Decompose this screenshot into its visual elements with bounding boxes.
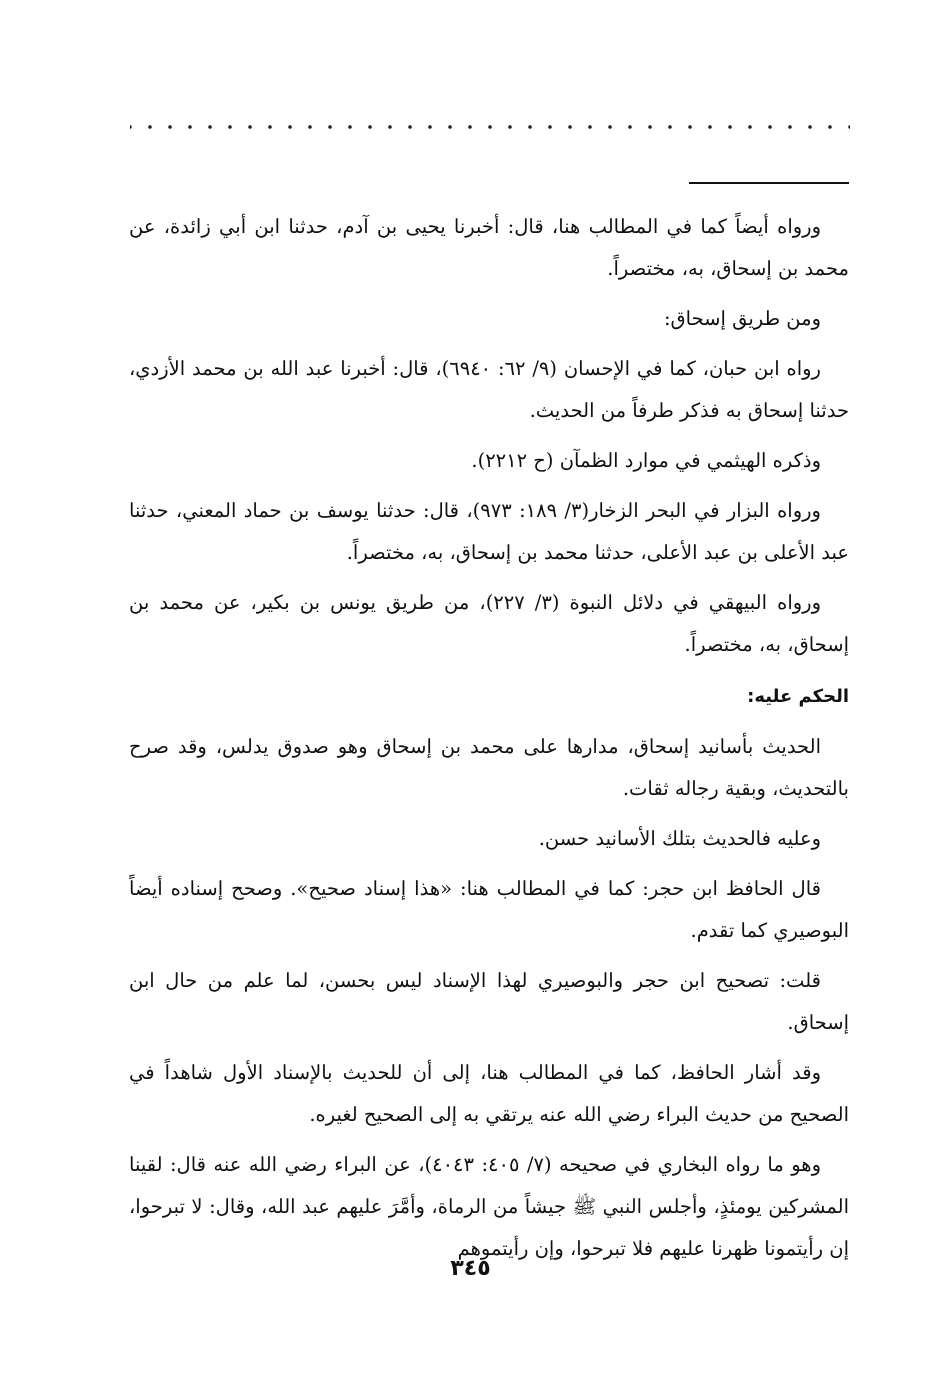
paragraph-10: قلت: تصحيح ابن حجر والبوصيري لهذا الإسناد ليس بحسن، لما علم من حال ابن إسحاق. [129, 969, 849, 1034]
paragraph-12: وهو ما رواه البخاري في صحيحه (٧/ ٤٠٥: ٤٠٤٣)، عن البراء رضي الله عنه قال: لقينا المشركين يومئذٍ، وأجلس النبي ﷺ جيشاً من الرماة، وأمَّرَ عليهم عبد الله، وقال: لا تبرحوا، إن رأيتمونا ظهرنا عليهم فلا تبرحوا، وإن رأيتموهم [129, 1153, 849, 1260]
paragraph-7: الحديث بأسانيد إسحاق، مدارها على محمد بن إسحاق وهو صدوق يدلس، وقد صرح بالتحديث، وبقية رجاله ثقات. [129, 735, 849, 800]
footnote-rule [689, 182, 849, 184]
paragraph-6: ورواه البيهقي في دلائل النبوة (٣/ ٢٢٧)، من طريق يونس بن بكير، عن محمد بن إسحاق، به، مختصراً. [129, 591, 849, 656]
paragraph-11: وقد أشار الحافظ، كما في المطالب هنا، إلى أن للحديث بالإسناد الأول شاهداً في الصحيح من حديث البراء رضي الله عنه يرتقي به إلى الصحيح لغيره. [129, 1061, 849, 1126]
paragraph-5: ورواه البزار في البحر الزخار(٣/ ١٨٩: ٩٧٣)، قال: حدثنا يوسف بن حماد المعني، حدثنا عبد الأعلى بن عبد الأعلى، حدثنا محمد بن إسحاق، به، مختصراً. [129, 499, 849, 564]
section-heading: الحكم عليه: [747, 686, 849, 707]
paragraph-9: قال الحافظ ابن حجر: كما في المطالب هنا: «هذا إسناد صحيح». وصحح إسناده أيضاً البوصيري كما تقدم. [129, 877, 849, 942]
page-body [129, 206, 849, 1278]
page-number: ٣٤٥ [450, 1256, 491, 1281]
paragraph-4: وذكره الهيثمي في موارد الظمآن (ح ٢٢١٢). [471, 449, 821, 472]
paragraph-8: وعليه فالحديث بتلك الأسانيد حسن. [538, 827, 821, 850]
dotted-divider [130, 120, 850, 134]
paragraph-2: ومن طريق إسحاق: [663, 307, 821, 330]
paragraph-3: رواه ابن حبان، كما في الإحسان (٩/ ٦٢: ٦٩٤٠)، قال: أخبرنا عبد الله بن محمد الأزدي، حدثنا إسحاق به فذكر طرفاً من الحديث. [129, 357, 849, 422]
paragraph-1: ورواه أيضاً كما في المطالب هنا، قال: أخبرنا يحيى بن آدم، حدثنا ابن أبي زائدة، عن محمد بن إسحاق، به، مختصراً. [129, 215, 849, 280]
